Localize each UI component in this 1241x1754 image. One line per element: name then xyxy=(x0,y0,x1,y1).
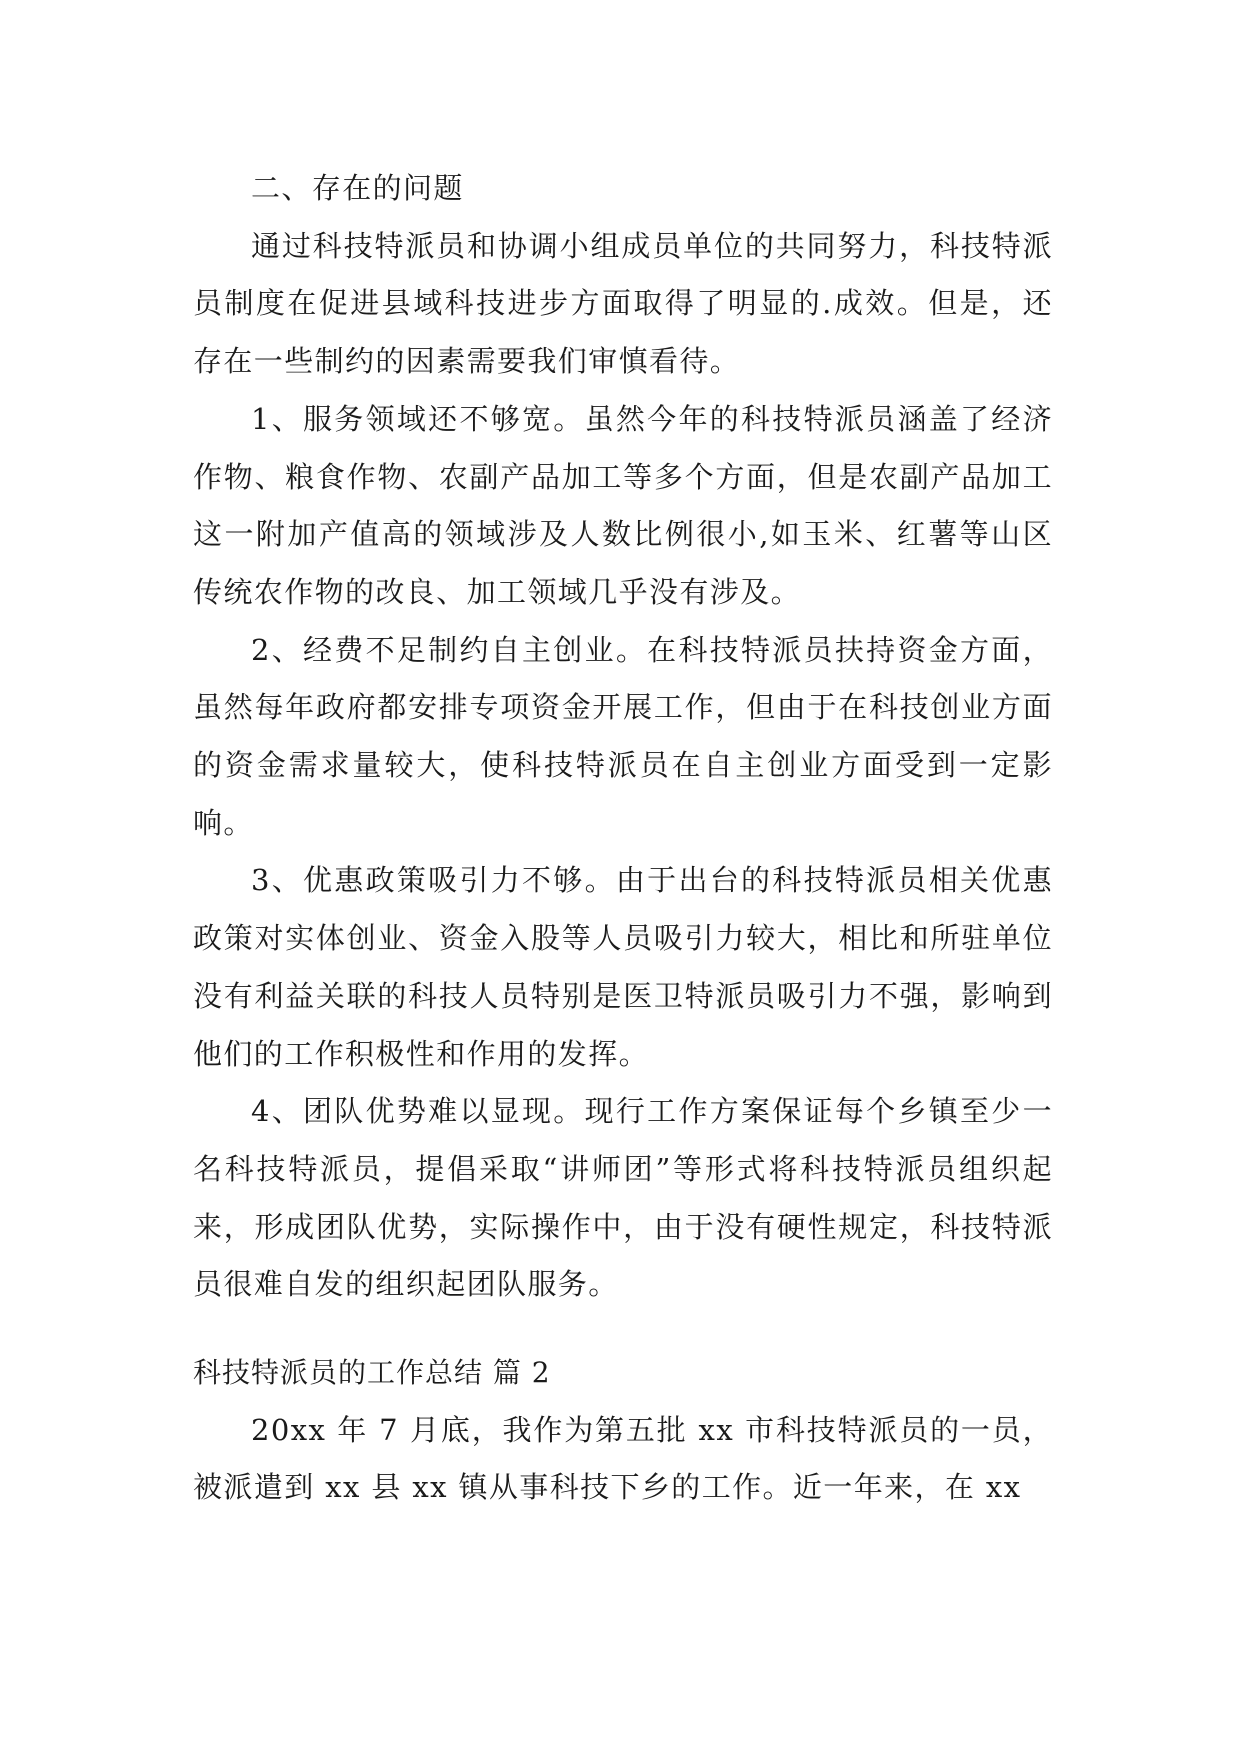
section-heading-problems: 二、存在的问题 xyxy=(251,171,464,205)
section-spacer xyxy=(193,1314,1053,1344)
paragraph-item-1: 1、服务领域还不够宽。虽然今年的科技特派员涵盖了经济作物、粮食作物、农副产品加工等多个方面，但是农副产品加工这一附加产值高的领域涉及人数比例很小,如玉米、红薯等山区传统农作物的改良、加工领域几乎没有涉及。 xyxy=(193,401,1053,609)
document-body xyxy=(193,160,1053,1517)
paragraph-item-2: 2、经费不足制约自主创业。在科技特派员扶持资金方面，虽然每年政府都安排专项资金开展工作，但由于在科技创业方面的资金需求量较大，使科技特派员在自主创业方面受到一定影响。 xyxy=(193,632,1053,840)
paragraph-item-4: 4、团队优势难以显现。现行工作方案保证每个乡镇至少一名科技特派员，提倡采取“讲师团”等形式将科技特派员组织起来，形成团队优势，实际操作中，由于没有硬性规定，科技特派员很难自发的组织起团队服务。 xyxy=(193,1094,1053,1302)
paragraph-part2-intro: 20xx 年 7 月底，我作为第五批 xx 市科技特派员的一员，被派遣到 xx 县 xx 镇从事科技下乡的工作。近一年来，在 xx xyxy=(193,1412,1053,1505)
section-heading-part2: 科技特派员的工作总结 篇 2 xyxy=(193,1356,551,1390)
paragraph-item-3: 3、优惠政策吸引力不够。由于出台的科技特派员相关优惠政策对实体创业、资金入股等人员吸引力较大，相比和所驻单位没有利益关联的科技人员特别是医卫特派员吸引力不强，影响到他们的工作积极性和作用的发挥。 xyxy=(193,863,1053,1071)
paragraph-intro: 通过科技特派员和协调小组成员单位的共同努力，科技特派员制度在促进县域科技进步方面取得了明显的.成效。但是，还存在一些制约的因素需要我们审慎看待。 xyxy=(193,228,1053,379)
